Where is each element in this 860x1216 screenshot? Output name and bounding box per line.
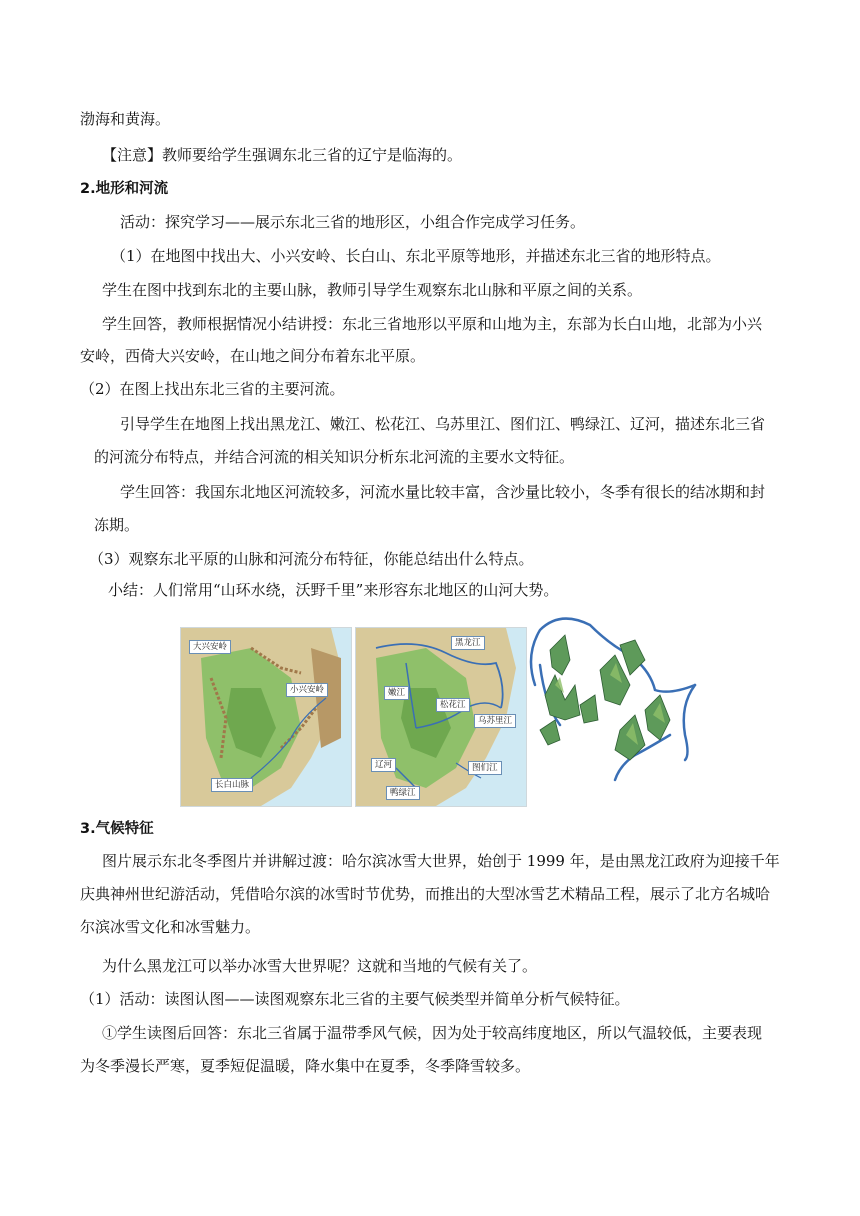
text-line: ①学生读图后回答：东北三省属于温带季风气候，因为处于较高纬度地区，所以气温较低，主要表现 (102, 1024, 763, 1042)
summary-line: 小结：人们常用“山环水绕，沃野千里”来形容东北地区的山河大势。 (108, 581, 559, 599)
river-map (355, 627, 527, 807)
text-line: 图片展示东北冬季图片并讲解过渡：哈尔滨冰雪大世界，始创于 1999 年，是由黑龙江政府为迎接千年 (102, 852, 780, 870)
text-line: 安岭，西倚大兴安岭，在山地之间分布着东北平原。 (80, 347, 426, 365)
schematic-map (520, 605, 780, 805)
text-line: （1）在地图中找出大、小兴安岭、长白山、东北平原等地形，并描述东北三省的地形特点。 (111, 247, 721, 265)
text-line: 学生回答：我国东北地区河流较多，河流水量比较丰富，含沙量比较小，冬季有很长的结冰期和封 (120, 483, 766, 501)
text-line: 学生回答，教师根据情况小结讲授：东北三省地形以平原和山地为主，东部为长白山地，北部为小兴 (102, 315, 763, 333)
text-line: 渤海和黄海。 (80, 110, 171, 128)
label-heilongjiang: 黑龙江 (451, 636, 485, 650)
text-line: 冻期。 (94, 516, 140, 534)
text-line: 的河流分布特点，并结合河流的相关知识分析东北河流的主要水文特征。 (94, 448, 575, 466)
text-line: 为什么黑龙江可以举办冰雪大世界呢？这就和当地的气候有关了。 (102, 957, 538, 975)
text-line: （2）在图上找出东北三省的主要河流。 (80, 380, 345, 398)
text-line: 引导学生在地图上找出黑龙江、嫩江、松花江、乌苏里江、图们江、鸭绿江、辽河，描述东北三省 (120, 415, 766, 433)
text-line: 学生在图中找到东北的主要山脉，教师引导学生观察东北山脉和平原之间的关系。 (102, 281, 643, 299)
label-tumenjiang: 图们江 (468, 761, 502, 775)
note-line: 【注意】教师要给学生强调东北三省的辽宁是临海的。 (102, 146, 463, 164)
text-line: （1）活动：读图认图——读图观察东北三省的主要气候类型并简单分析气候特征。 (80, 990, 630, 1008)
text-line: 尔滨冰雪文化和冰雪魅力。 (80, 918, 261, 936)
label-songhuajiang: 松花江 (436, 698, 470, 712)
section-heading-terrain: 2.地形和河流 (80, 181, 169, 197)
label-nenjiang: 嫩江 (384, 686, 409, 700)
map-figure (180, 605, 780, 805)
terrain-map (180, 627, 352, 807)
label-yalujiang: 鸭绿江 (386, 786, 420, 800)
text-line: 庆典神州世纪游活动，凭借哈尔滨的冰雪时节优势，而推出的大型冰雪艺术精品工程，展示了北方名城哈 (80, 885, 771, 903)
label-da-xing-an-ling: 大兴安岭 (189, 640, 231, 654)
label-xiao-xing-an-ling: 小兴安岭 (286, 683, 328, 697)
text-line: （3）观察东北平原的山脉和河流分布特征，你能总结出什么特点。 (89, 550, 534, 568)
text-line: 活动：探究学习——展示东北三省的地形区，小组合作完成学习任务。 (120, 213, 586, 231)
section-heading-climate: 3.气候特征 (80, 821, 154, 837)
label-liaohe: 辽河 (371, 758, 396, 772)
label-chang-bai-shan: 长白山脉 (211, 778, 253, 792)
label-wusulijiang: 乌苏里江 (474, 714, 516, 728)
text-line: 为冬季漫长严寒，夏季短促温暖，降水集中在夏季，冬季降雪较多。 (80, 1057, 531, 1075)
